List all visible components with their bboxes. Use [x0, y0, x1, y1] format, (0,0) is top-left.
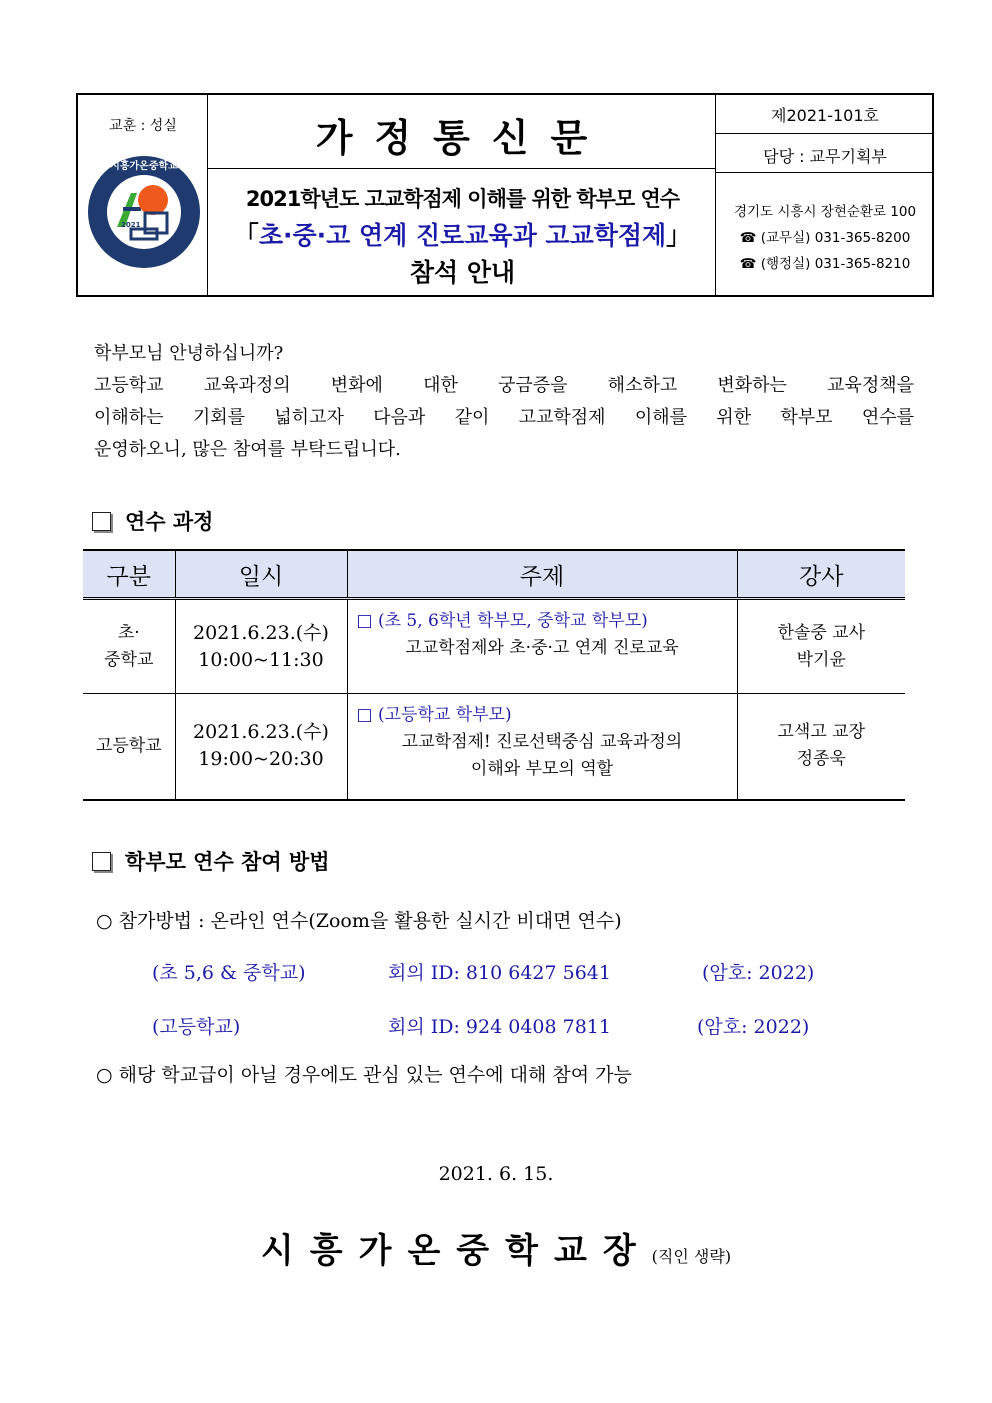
seal-note: (직인 생략): [651, 1247, 732, 1266]
topic-cell: □ (초 5, 6학년 학부모, 중학교 학부모) 고교학점제와 초·중·고 연계 진로교육: [347, 599, 737, 694]
category-cell: 고등학교: [83, 694, 175, 800]
lecturer-cell: 한솔중 교사 박기윤: [737, 599, 905, 694]
issue-date: 2021. 6. 15.: [438, 1163, 554, 1185]
phone-admin: ☎ (행정실) 031-365-8210: [739, 256, 911, 272]
zoom-group: (고등학교): [152, 1016, 241, 1038]
section-heading-method: 학부모 연수 참여 방법: [92, 846, 330, 876]
school-address: 경기도 시흥시 장현순환로 100: [733, 204, 917, 220]
logo-year: 2021: [121, 221, 141, 229]
contact-info: [716, 199, 934, 277]
schedule-table: [83, 549, 905, 801]
event-theme: 「초·중·고 연계 진로교육과 고교학점제」: [233, 221, 692, 250]
zoom-meeting-id: 회의 ID: 810 6427 5641: [388, 962, 611, 984]
phone-office: ☎ (교무실) 031-365-8200: [739, 230, 911, 246]
logo-arc-text: 시흥가온중학교: [110, 161, 178, 172]
table-header: [83, 550, 905, 599]
col-header: 주제: [347, 550, 737, 599]
zoom-group: (초 5,6 & 중학교): [152, 962, 306, 984]
col-header: 일시: [175, 550, 347, 599]
category-cell: 초· 중학교: [83, 599, 175, 694]
table-row: [83, 599, 905, 694]
zoom-password: (암호: 2022): [702, 962, 815, 984]
section-heading-course: 연수 과정: [92, 506, 213, 536]
datetime-cell: 2021.6.23.(수) 19:00~20:30: [175, 694, 347, 800]
checkbox-bullet-icon: [92, 512, 111, 531]
lecturer-cell: 고색고 교장 정종욱: [737, 694, 905, 800]
method-note: ○ 해당 학교급이 아닐 경우에도 관심 있는 연수에 대해 참여 가능: [96, 1064, 632, 1086]
page-title: 가정통신문: [315, 116, 610, 160]
newsletter-header: [76, 93, 934, 297]
principal-signature: 시흥가온중학교장(직인 생략): [260, 1231, 732, 1271]
zoom-meeting-id: 회의 ID: 924 0408 7811: [388, 1016, 611, 1038]
table-row: [83, 694, 905, 800]
school-motto: 교훈 : 성실: [109, 118, 177, 134]
issue-number: 제2021-101호: [771, 106, 879, 125]
event-title: 2021학년도 고교학점제 이해를 위한 학부모 연수: [245, 187, 680, 211]
checkbox-bullet-icon: [92, 852, 111, 871]
col-header: 강사: [737, 550, 905, 599]
datetime-cell: 2021.6.23.(수) 10:00~11:30: [175, 599, 347, 694]
department: 담당 : 교무기획부: [763, 147, 887, 166]
method-line: ○ 참가방법 : 온라인 연수(Zoom을 활용한 실시간 비대면 연수): [96, 910, 622, 932]
zoom-password: (암호: 2022): [697, 1016, 810, 1038]
col-header: 구분: [83, 550, 175, 599]
topic-cell: □ (고등학교 학부모) 고교학점제! 진로선택중심 교육과정의 이해와 부모의 역할: [347, 694, 737, 800]
school-logo: [87, 155, 201, 269]
event-notice: 참석 안내: [409, 258, 516, 287]
greeting-paragraph: 학부모님 안녕하십니까? 고등학교 교육과정의 변화에 대한 궁금증을 해소하고 변화하는 교육정책을 이해하는 기회를 넓히고자 다음과 같이 고교학점제 이해를 위한 학부모 연수를 운영하오니, 많은 참여를 부탁드립니다.: [94, 343, 914, 460]
